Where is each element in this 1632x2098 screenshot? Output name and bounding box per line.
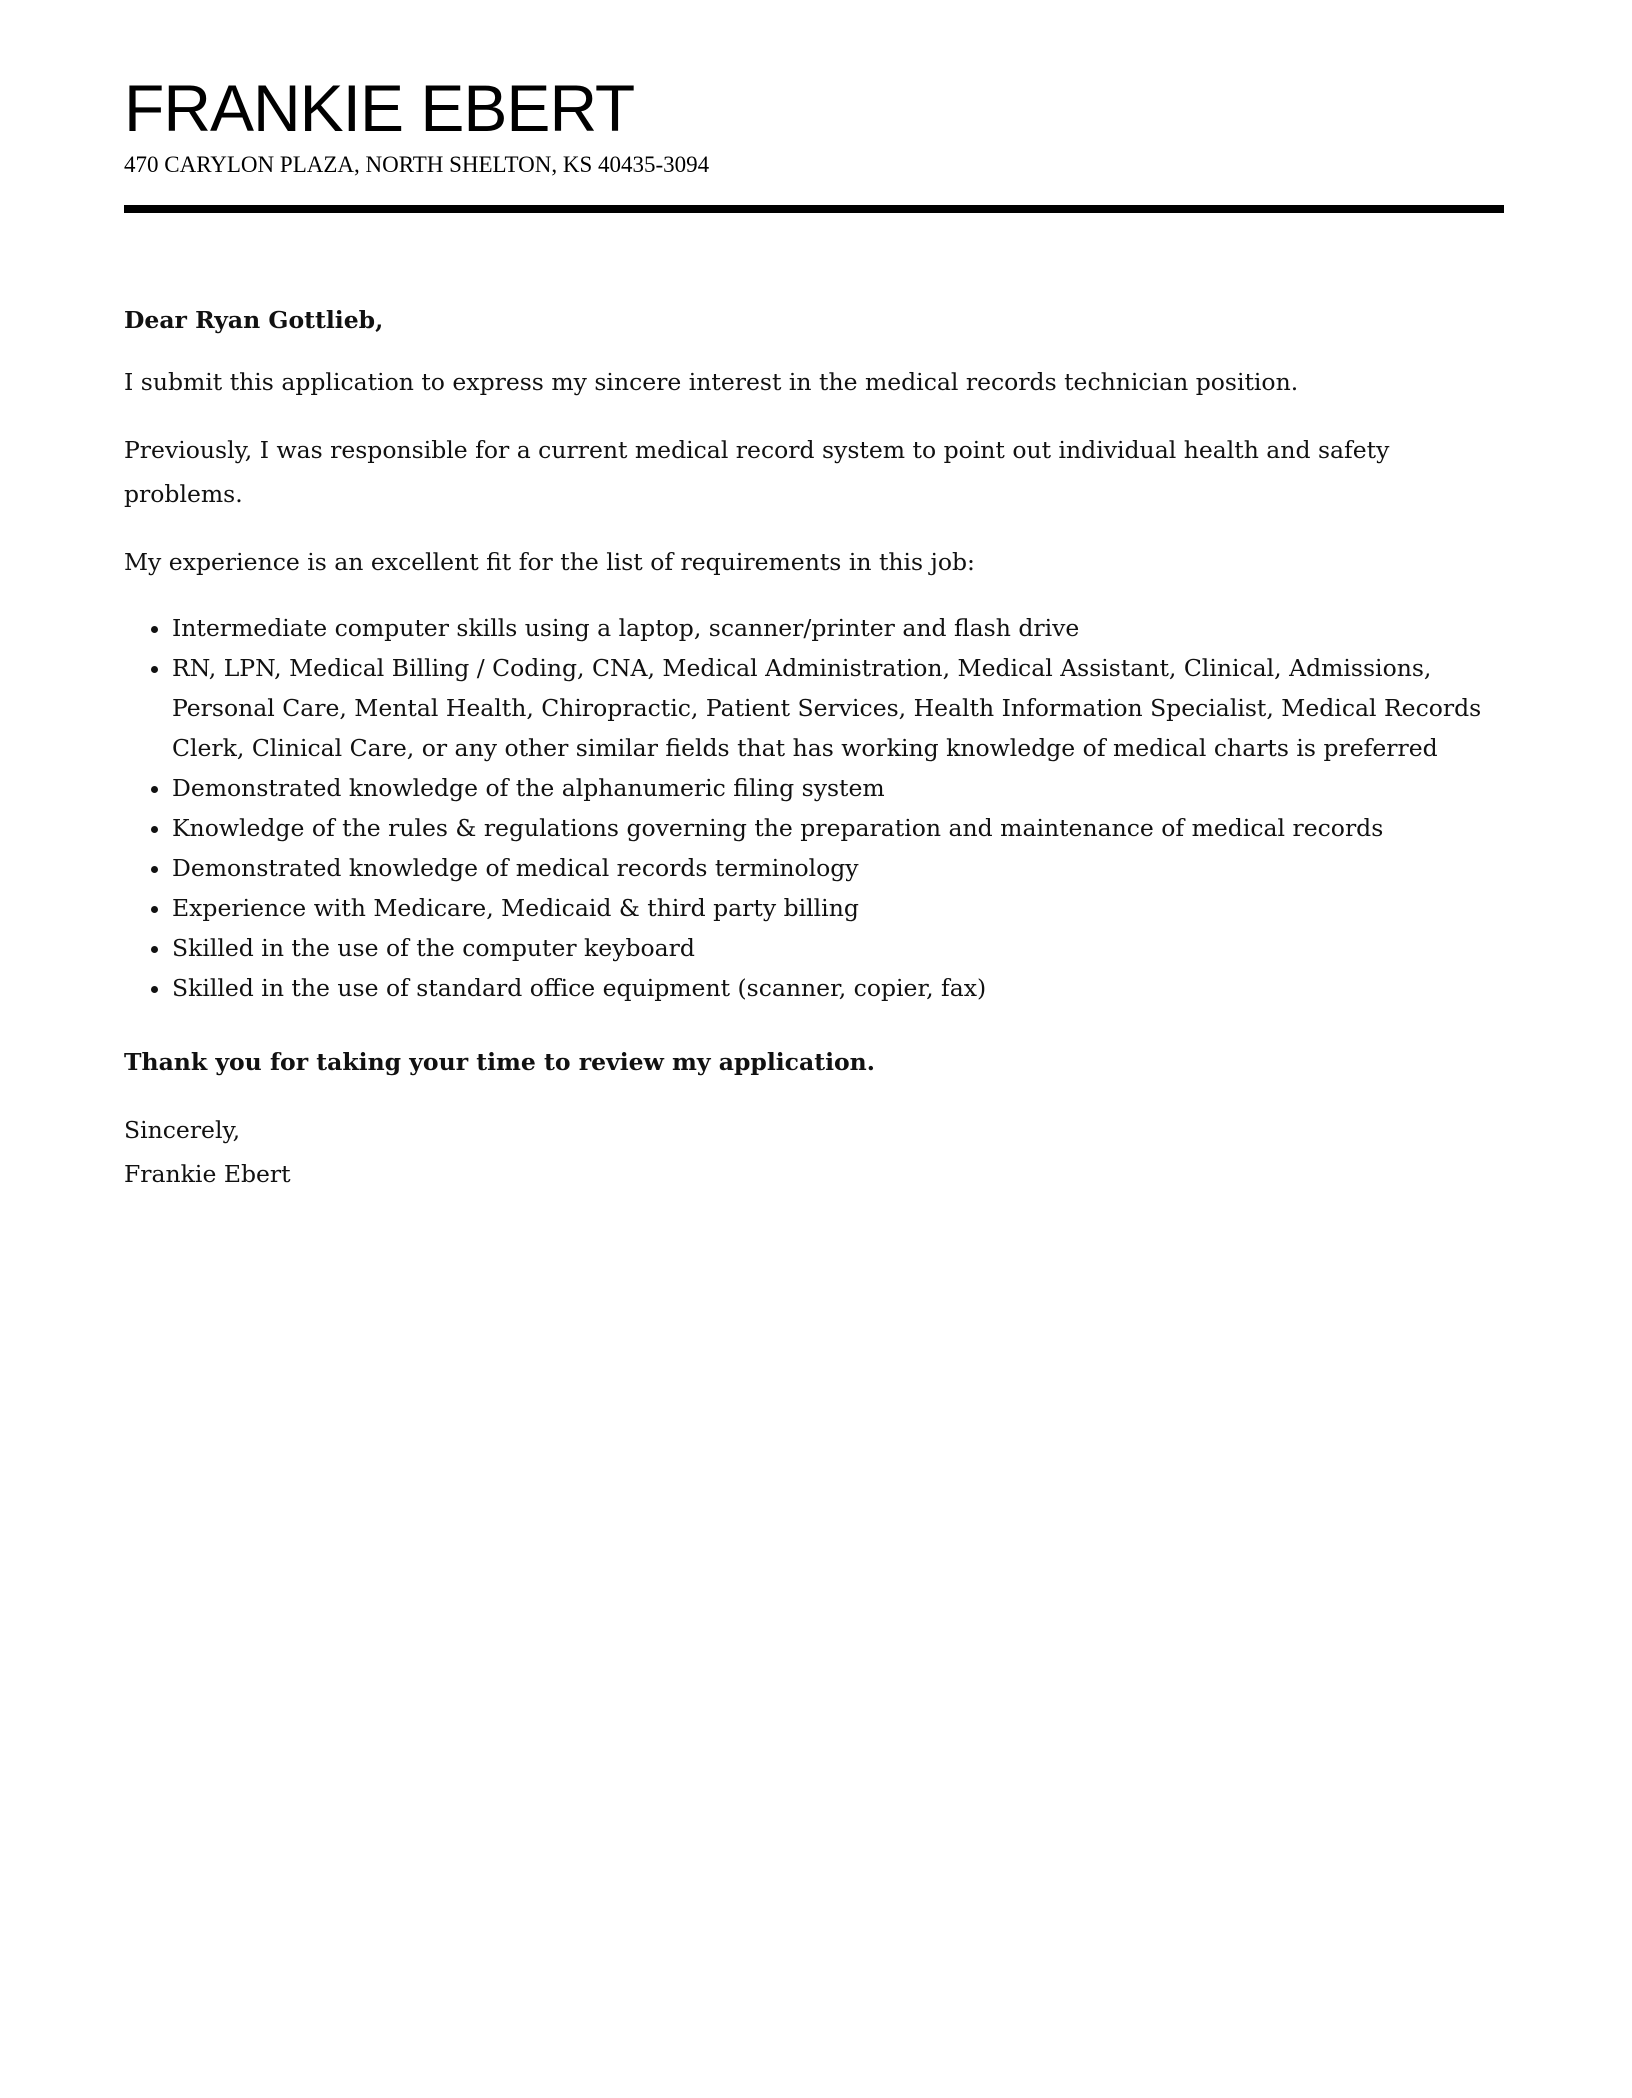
list-item: • Demonstrated knowledge of the alphanumeric filing system	[172, 768, 1504, 808]
list-item: • Knowledge of the rules & regulations governing the preparation and maintenance of medical records	[172, 808, 1504, 848]
signature: Frankie Ebert	[124, 1160, 291, 1188]
closing: Sincerely,	[124, 1116, 241, 1144]
letter-body	[124, 300, 1504, 1196]
requirements-intro: My experience is an excellent fit for the list of requirements in this job:	[124, 548, 975, 576]
list-item: • Demonstrated knowledge of medical records terminology	[172, 848, 1504, 888]
greeting: Dear Ryan Gottlieb,	[124, 306, 384, 334]
requirements-list	[124, 608, 1504, 1008]
header-divider	[124, 205, 1504, 213]
list-item: • RN, LPN, Medical Billing / Coding, CNA, Medical Administration, Medical Assistant, Clinical, Admissions, Personal Care, Mental Health, Chiropractic, Patient Services, Health Information Specialist, Medical Records Clerk, Clinical Care, or any other similar fields that has working knowledge of medical charts is preferred	[172, 648, 1504, 768]
applicant-name: FRANKIE EBERT	[124, 71, 635, 145]
thank-you-line: Thank you for taking your time to review my application.	[124, 1048, 875, 1076]
applicant-address: 470 CARYLON PLAZA, NORTH SHELTON, KS 40435-3094	[124, 152, 710, 177]
experience-paragraph: Previously, I was responsible for a current medical record system to point out individual health and safety problems.	[124, 436, 1390, 508]
list-item: • Experience with Medicare, Medicaid & third party billing	[172, 888, 1504, 928]
list-item: • Skilled in the use of the computer keyboard	[172, 928, 1504, 968]
list-item: • Skilled in the use of standard office equipment (scanner, copier, fax)	[172, 968, 1504, 1008]
list-item: • Intermediate computer skills using a laptop, scanner/printer and flash drive	[172, 608, 1504, 648]
intro-paragraph: I submit this application to express my sincere interest in the medical records technician position.	[124, 368, 1299, 396]
